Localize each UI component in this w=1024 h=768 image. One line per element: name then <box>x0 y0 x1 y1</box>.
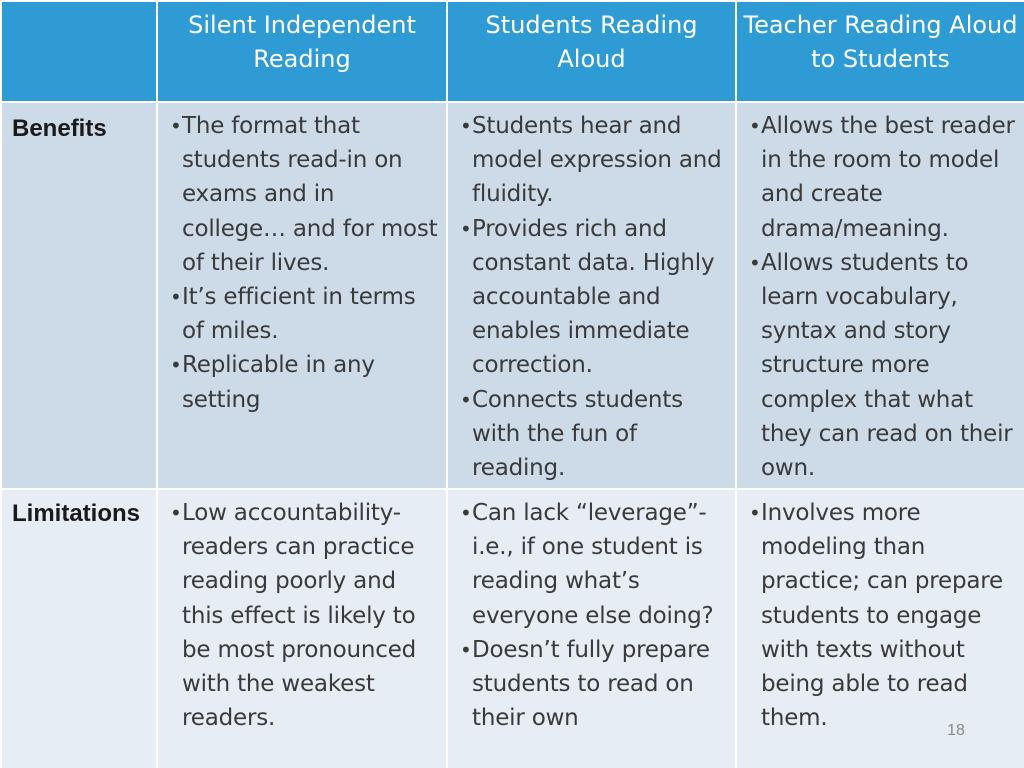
header-teacher-reading-aloud: Teacher Reading Aloud to Students <box>736 1 1024 102</box>
benefits-row <box>1 102 1024 489</box>
list-item <box>749 109 1020 246</box>
bullet-icon: • <box>170 114 182 138</box>
list-item <box>170 280 442 348</box>
bullet-icon: • <box>170 353 182 378</box>
bullet-list <box>170 496 442 735</box>
bullet-icon: • <box>460 501 472 525</box>
bullet-icon: • <box>170 501 182 525</box>
bullet-icon: • <box>749 114 761 138</box>
header-row <box>1 1 1024 102</box>
bullet-text: It’s efficient in terms of miles. <box>182 284 416 345</box>
header-corner <box>1 1 157 102</box>
bullet-icon: • <box>170 285 182 310</box>
cell-limitations-teacher-aloud <box>736 489 1024 768</box>
list-item <box>460 383 731 486</box>
bullet-text: Allows the best reader in the room to model and create drama/meaning. <box>761 113 1015 242</box>
cell-benefits-students-aloud <box>447 102 736 489</box>
bullet-icon: • <box>749 501 761 525</box>
bullet-text: Connects students with the fun of reading. <box>472 386 683 482</box>
list-item <box>170 496 442 735</box>
row-label-benefits: Benefits <box>1 102 157 489</box>
header-silent-independent-reading: Silent Independent Reading <box>157 1 447 102</box>
bullet-text: The format that students read-in on exams and in college… and for most of their lives. <box>182 113 438 276</box>
bullet-text: Can lack “leverage”- i.e., if one student is reading what’s everyone else doing? <box>472 500 714 629</box>
list-item <box>749 496 1020 735</box>
bullet-list <box>460 496 731 735</box>
bullet-icon: • <box>460 637 472 662</box>
list-item <box>749 246 1020 485</box>
bullet-list <box>749 496 1020 735</box>
cell-benefits-teacher-aloud <box>736 102 1024 489</box>
bullet-icon: • <box>749 250 761 275</box>
cell-benefits-silent <box>157 102 447 489</box>
cell-limitations-students-aloud <box>447 489 736 768</box>
bullet-text: Doesn’t fully prepare students to read on their own <box>472 636 710 732</box>
list-item <box>460 496 731 633</box>
list-item <box>460 633 731 736</box>
list-item <box>170 348 442 416</box>
row-label-limitations: Limitations <box>1 489 157 768</box>
bullet-list <box>749 109 1020 485</box>
bullet-text: Involves more modeling than practice; can prepare students to engage with texts without being able to read them. <box>761 500 1003 732</box>
bullet-text: Provides rich and constant data. Highly accountable and enables immediate correction. <box>472 215 715 379</box>
list-item <box>460 212 731 383</box>
bullet-list <box>170 109 442 417</box>
header-students-reading-aloud: Students Reading Aloud <box>447 1 736 102</box>
bullet-list <box>460 109 731 485</box>
bullet-icon: • <box>460 114 472 138</box>
bullet-icon: • <box>460 387 472 412</box>
bullet-icon: • <box>460 216 472 241</box>
bullet-text: Students hear and model expression and fluidity. <box>472 113 722 208</box>
list-item <box>460 109 731 212</box>
bullet-text: Low accountability- readers can practice reading poorly and this effect is likely to be most pronounced with the weakest readers. <box>182 500 417 732</box>
limitations-row <box>1 489 1024 768</box>
list-item <box>170 109 442 280</box>
bullet-text: Replicable in any setting <box>182 352 375 413</box>
cell-limitations-silent <box>157 489 447 768</box>
page-number: 18 <box>947 722 965 739</box>
bullet-text: Allows students to learn vocabulary, syntax and story structure more complex that what they can read on their own. <box>761 249 1013 482</box>
